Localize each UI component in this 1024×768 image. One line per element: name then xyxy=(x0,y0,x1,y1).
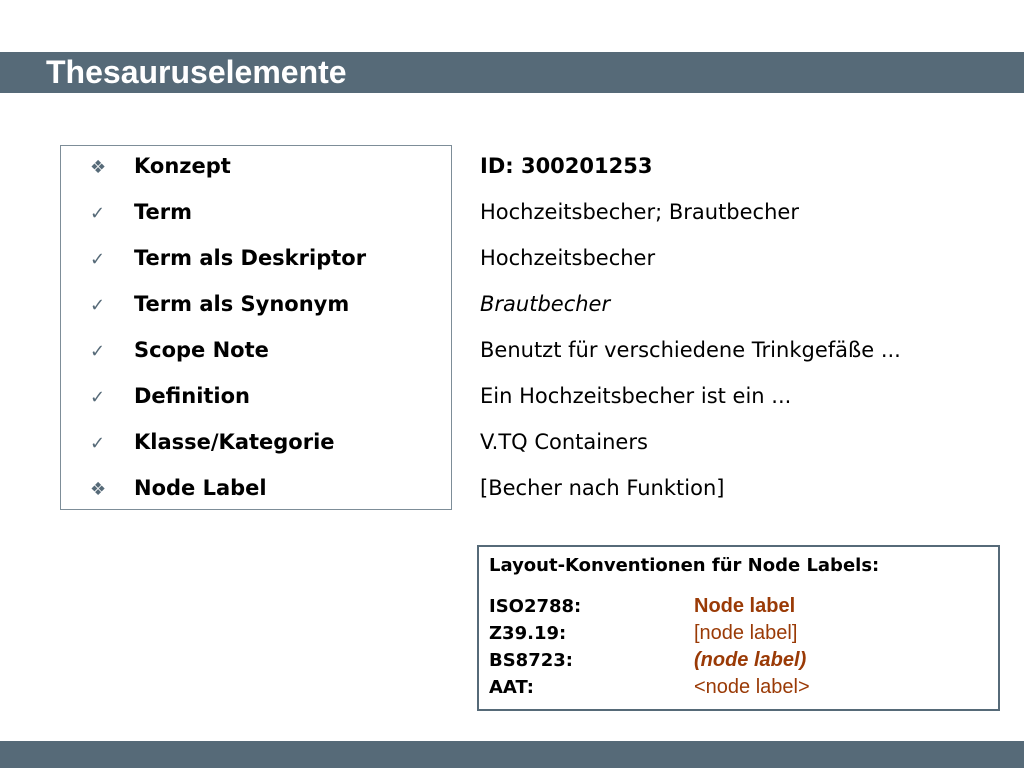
term-row-scope-note xyxy=(90,334,269,366)
term-label: Konzept xyxy=(134,154,231,178)
checkmark-icon: ✓ xyxy=(90,203,106,224)
convention-format: Node label xyxy=(694,595,796,617)
page-title: Thesauruselemente xyxy=(46,54,347,90)
conventions-heading: Layout-Konventionen für Node Labels: xyxy=(489,555,880,576)
diamond-bullet-icon: ❖ xyxy=(90,157,107,178)
checkmark-icon: ✓ xyxy=(90,433,106,454)
term-label: Term als Deskriptor xyxy=(134,246,367,270)
term-label: Term xyxy=(134,200,193,224)
convention-standard: AAT: xyxy=(489,677,534,698)
checkmark-icon: ✓ xyxy=(90,295,106,316)
term-row-deskriptor xyxy=(90,242,366,274)
convention-standard: Z39.19: xyxy=(489,623,567,644)
term-row-synonym xyxy=(90,288,349,320)
term-label: Klasse/Kategorie xyxy=(134,430,335,454)
term-row-term xyxy=(90,196,192,228)
value-term: Hochzeitsbecher; Brautbecher xyxy=(480,200,799,224)
diamond-bullet-icon: ❖ xyxy=(90,479,107,500)
term-label: Node Label xyxy=(134,476,267,500)
convention-format: (node label) xyxy=(694,649,807,671)
checkmark-icon: ✓ xyxy=(90,249,106,270)
value-id: ID: 300201253 xyxy=(480,154,653,178)
term-label: Term als Synonym xyxy=(134,292,350,316)
term-label: Definition xyxy=(134,384,251,408)
term-row-klasse xyxy=(90,426,335,458)
convention-standard: ISO2788: xyxy=(489,596,582,617)
term-label: Scope Note xyxy=(134,338,269,362)
value-klasse: V.TQ Containers xyxy=(480,430,648,454)
convention-format: [node label] xyxy=(694,622,798,644)
value-synonym: Brautbecher xyxy=(480,292,611,316)
value-scope-note: Benutzt für verschiedene Trinkgefäße ... xyxy=(480,338,901,362)
term-row-konzept xyxy=(90,150,231,182)
term-row-definition xyxy=(90,380,250,412)
title-bar xyxy=(0,52,1024,93)
checkmark-icon: ✓ xyxy=(90,341,106,362)
value-deskriptor: Hochzeitsbecher xyxy=(480,246,656,270)
footer-bar xyxy=(0,741,1024,768)
checkmark-icon: ✓ xyxy=(90,387,106,408)
convention-standard: BS8723: xyxy=(489,650,573,671)
value-node-label: [Becher nach Funktion] xyxy=(480,476,725,500)
convention-format: <node label> xyxy=(694,676,810,698)
term-row-node-label xyxy=(90,472,267,504)
value-definition: Ein Hochzeitsbecher ist ein ... xyxy=(480,384,792,408)
